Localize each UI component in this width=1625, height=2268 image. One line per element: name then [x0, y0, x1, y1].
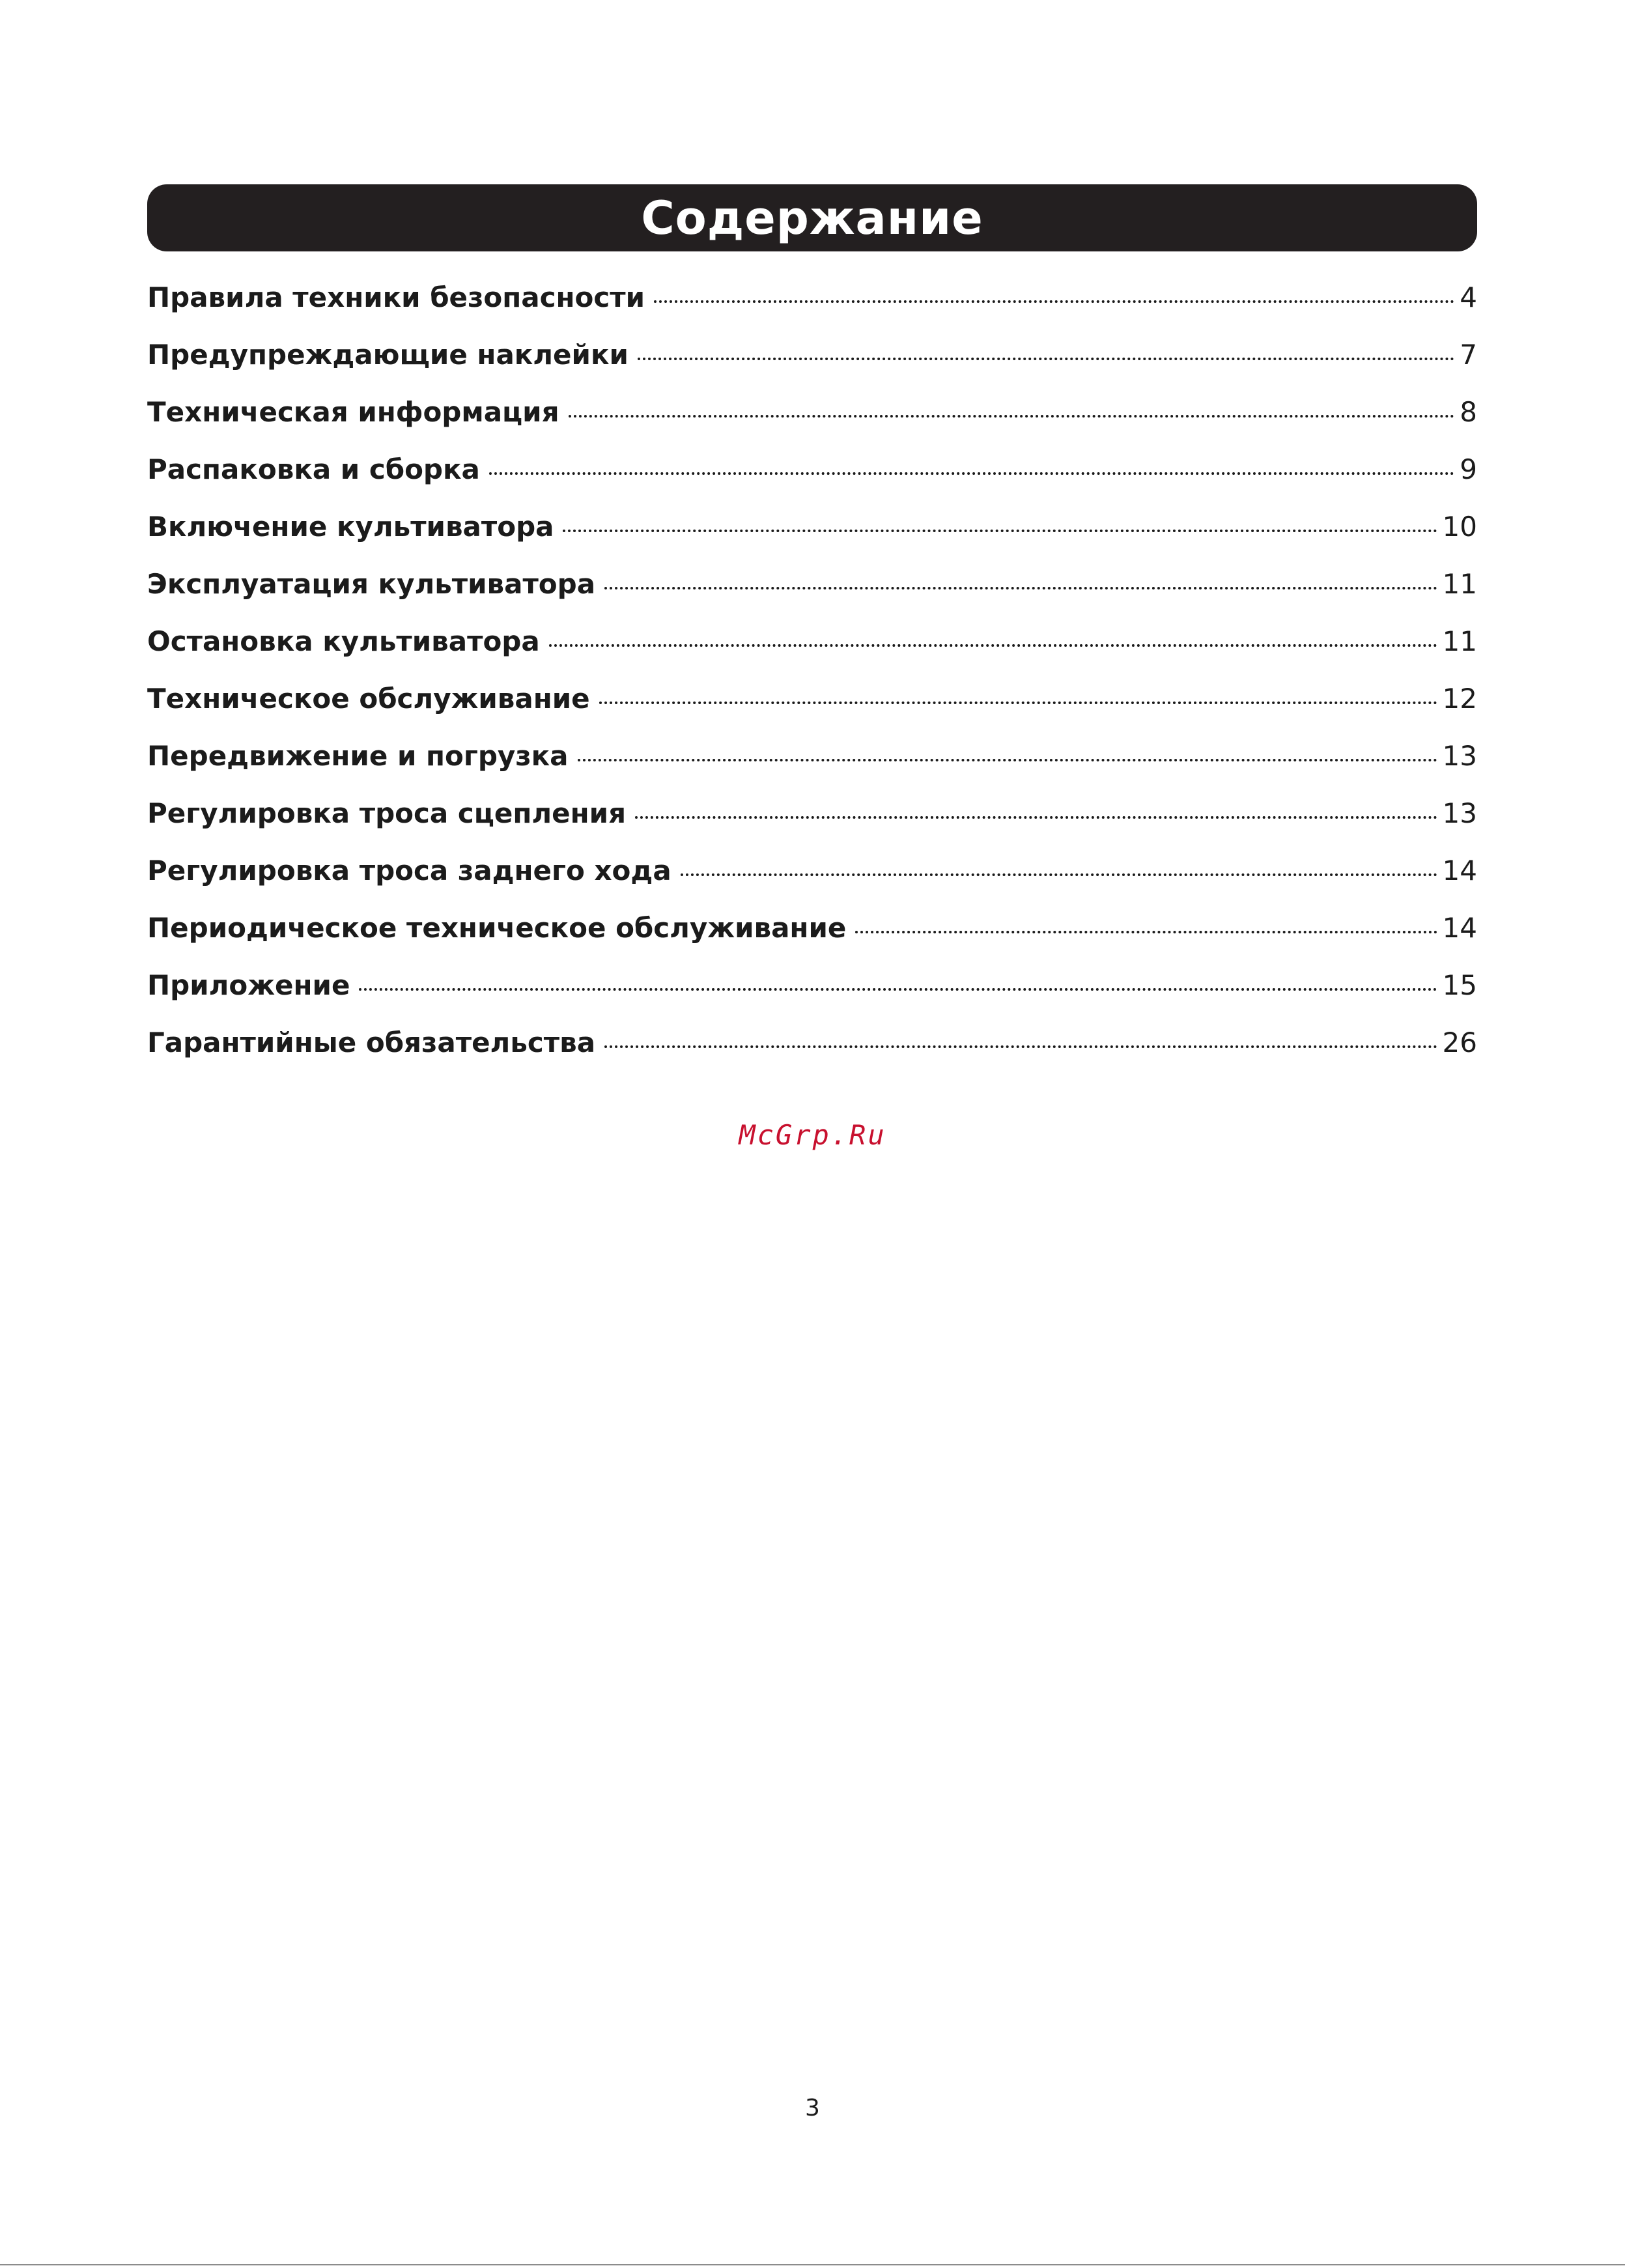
toc-entry-label: Остановка культиватора: [147, 625, 540, 657]
toc-dot-leader: [654, 300, 1454, 303]
toc-dot-leader: [549, 644, 1437, 647]
toc-entry-label: Техническое обслуживание: [147, 683, 590, 715]
toc-entry-page: 7: [1460, 339, 1477, 371]
toc-entry-label: Регулировка троса сцепления: [147, 797, 627, 829]
toc-entry[interactable]: [147, 568, 1477, 625]
toc-dot-leader: [681, 873, 1437, 876]
toc-dot-leader: [569, 415, 1455, 418]
toc-entry-label: Распаковка и сборка: [147, 453, 480, 485]
toc-dot-leader: [855, 931, 1437, 933]
toc-dot-leader: [638, 358, 1454, 360]
toc-entry-page: 12: [1442, 683, 1477, 715]
toc-entry-label: Регулировка троса заднего хода: [147, 855, 671, 886]
toc-entry-label: Приложение: [147, 969, 350, 1001]
toc-dot-leader: [563, 530, 1437, 532]
title-bar: [147, 184, 1477, 251]
toc-dot-leader: [604, 1045, 1437, 1048]
toc-entry-page: 14: [1442, 912, 1477, 944]
toc-entry[interactable]: [147, 969, 1477, 1027]
toc-entry-page: 9: [1460, 453, 1477, 485]
toc-entry[interactable]: [147, 1027, 1477, 1084]
toc-entry-page: 11: [1442, 568, 1477, 600]
toc-entry[interactable]: [147, 625, 1477, 683]
toc-dot-leader: [599, 702, 1437, 704]
bottom-divider: [0, 2264, 1625, 2265]
toc-entry[interactable]: [147, 339, 1477, 396]
toc-entry-label: Гарантийные обязательства: [147, 1027, 596, 1058]
toc-entry[interactable]: [147, 281, 1477, 339]
toc-entry[interactable]: [147, 396, 1477, 453]
toc-entry-page: 26: [1442, 1027, 1477, 1058]
toc-entry-label: Правила техники безопасности: [147, 281, 645, 313]
toc-entry-label: Предупреждающие наклейки: [147, 339, 629, 371]
table-of-contents: [147, 281, 1477, 1084]
toc-entry[interactable]: [147, 912, 1477, 969]
toc-dot-leader: [489, 472, 1454, 475]
toc-dot-leader: [635, 816, 1437, 819]
toc-entry[interactable]: [147, 740, 1477, 797]
toc-entry-label: Включение культиватора: [147, 511, 554, 543]
toc-entry[interactable]: [147, 683, 1477, 740]
toc-dot-leader: [604, 587, 1437, 589]
toc-entry-page: 11: [1442, 625, 1477, 657]
toc-entry-label: Периодическое техническое обслуживание: [147, 912, 847, 944]
toc-entry-page: 10: [1442, 511, 1477, 543]
toc-entry-page: 13: [1442, 740, 1477, 772]
toc-entry-label: Передвижение и погрузка: [147, 740, 569, 772]
toc-entry-label: Техническая информация: [147, 396, 559, 428]
toc-entry-page: 14: [1442, 855, 1477, 886]
toc-entry[interactable]: [147, 855, 1477, 912]
toc-entry[interactable]: [147, 797, 1477, 855]
watermark: McGrp.Ru: [739, 1119, 886, 1151]
toc-entry-page: 4: [1460, 281, 1477, 313]
toc-entry[interactable]: [147, 511, 1477, 568]
toc-entry-page: 15: [1442, 969, 1477, 1001]
toc-entry[interactable]: [147, 453, 1477, 511]
toc-dot-leader: [578, 759, 1437, 761]
toc-entry-label: Эксплуатация культиватора: [147, 568, 596, 600]
toc-entry-page: 8: [1460, 396, 1477, 428]
toc-entry-page: 13: [1442, 797, 1477, 829]
page-number: 3: [805, 2095, 820, 2121]
toc-dot-leader: [359, 988, 1437, 991]
page-title: Содержание: [641, 191, 983, 245]
